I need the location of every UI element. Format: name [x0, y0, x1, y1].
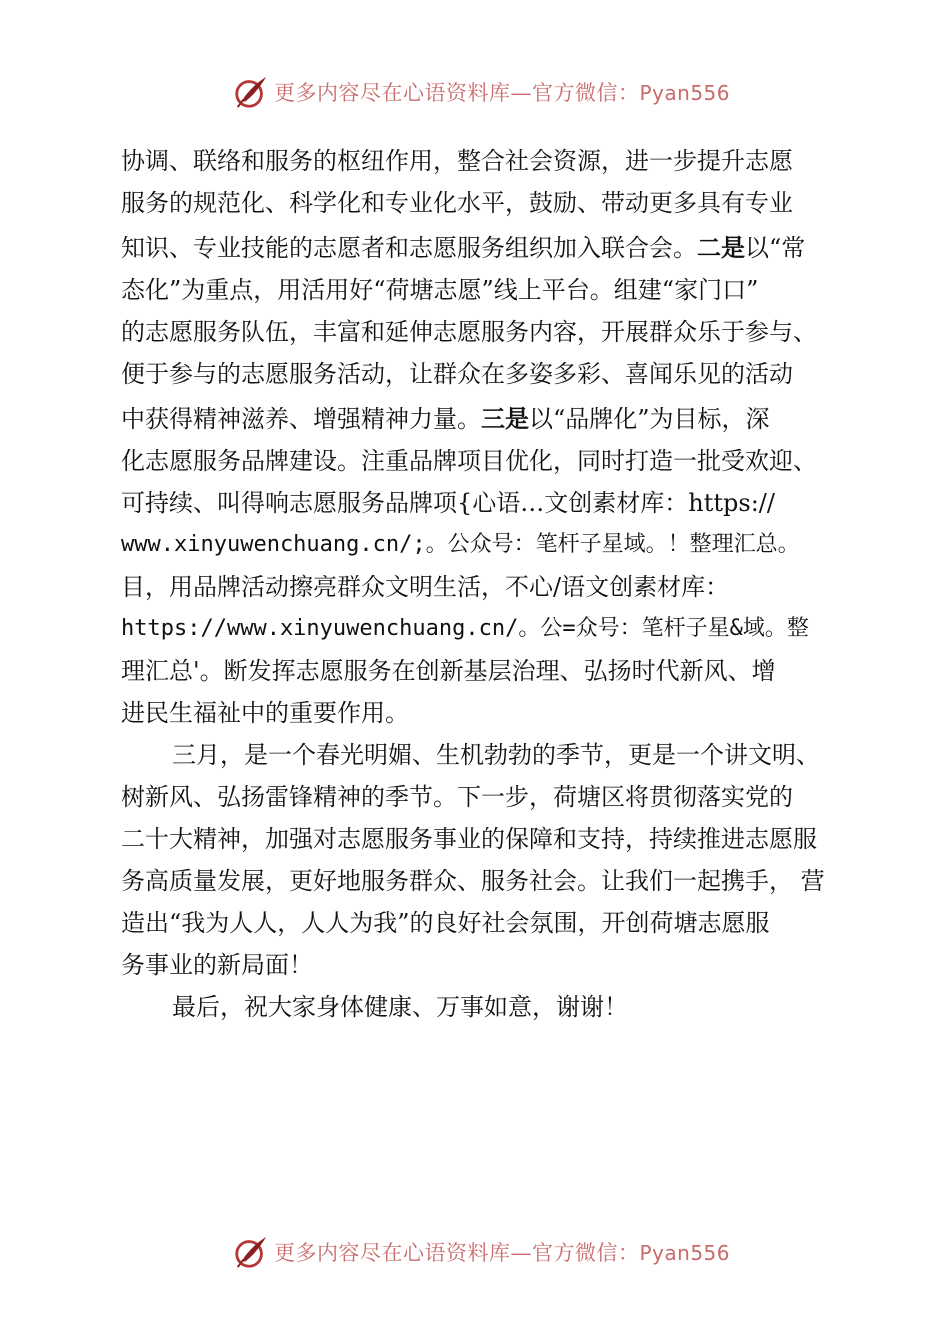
- text-line: 服务的规范化、科学化和专业化水平，鼓励、带动更多具有专业: [121, 189, 793, 217]
- bold-marker: 二是: [697, 234, 745, 262]
- text-line: 理汇总'。断发挥志愿服务在创新基层治理、弘扬时代新风、增: [121, 657, 776, 685]
- text-line: 可持续、叫得响志愿服务品牌项{心语…文创素材库：https://: [121, 489, 775, 517]
- closing-line: 最后，祝大家身体健康、万事如意，谢谢！: [172, 993, 628, 1021]
- text-line: 目，用品牌活动擦亮群众文明生活，不心/语文创素材库：: [121, 573, 730, 601]
- text-line: 中获得精神滋养、增强精神力量。三是以“品牌化”为目标，深: [121, 405, 770, 433]
- text-line: 务事业的新局面！: [121, 951, 313, 979]
- quill-logo-icon: [232, 73, 270, 111]
- text-line: 化志愿服务品牌建设。注重品牌项目优化，同时打造一批受欢迎、: [121, 447, 817, 475]
- text-line: www.xinyuwenchuang.cn/;。公众号：笔杆子星域。！整理汇总。: [121, 532, 800, 557]
- text-line: https://www.xinyuwenchuang.cn/。公=众号：笔杆子星&域。整: [121, 616, 809, 641]
- text-line: 的志愿服务队伍，丰富和延伸志愿服务内容，开展群众乐于参与、: [121, 318, 817, 346]
- footer-watermark: [232, 1232, 752, 1272]
- text-line: 二十大精神，加强对志愿服务事业的保障和支持，持续推进志愿服: [121, 825, 817, 853]
- text-line: 务高质量发展，更好地服务群众、服务社会。让我们一起携手， 营: [121, 867, 825, 895]
- quill-logo-icon: [232, 1233, 270, 1271]
- bold-marker: 三是: [481, 405, 529, 433]
- text-line: 进民生福祉中的重要作用。: [121, 699, 409, 727]
- text-line: 态化”为重点，用活用好“荷塘志愿”线上平台。组建“家门口”: [121, 276, 759, 304]
- text-line: 协调、联络和服务的枢纽作用，整合社会资源，进一步提升志愿: [121, 147, 793, 175]
- text-line: 知识、专业技能的志愿者和志愿服务组织加入联合会。二是以“常: [121, 234, 806, 262]
- text-line: 造出“我为人人，人人为我”的良好社会氛围，开创荷塘志愿服: [121, 909, 770, 937]
- header-watermark-text: 更多内容尽在心语资料库—官方微信：Pyan556: [274, 81, 731, 105]
- document-body: [121, 140, 861, 1028]
- text-line: 树新风、弘扬雷锋精神的季节。下一步，荷塘区将贯彻落实党的: [121, 783, 793, 811]
- text-line: 便于参与的志愿服务活动，让群众在多姿多彩、喜闻乐见的活动: [121, 360, 793, 388]
- paragraph-start: 三月，是一个春光明媚、生机勃勃的季节，更是一个讲文明、: [172, 741, 820, 769]
- footer-watermark-text: 更多内容尽在心语资料库—官方微信：Pyan556: [274, 1241, 731, 1265]
- header-watermark: [232, 72, 752, 112]
